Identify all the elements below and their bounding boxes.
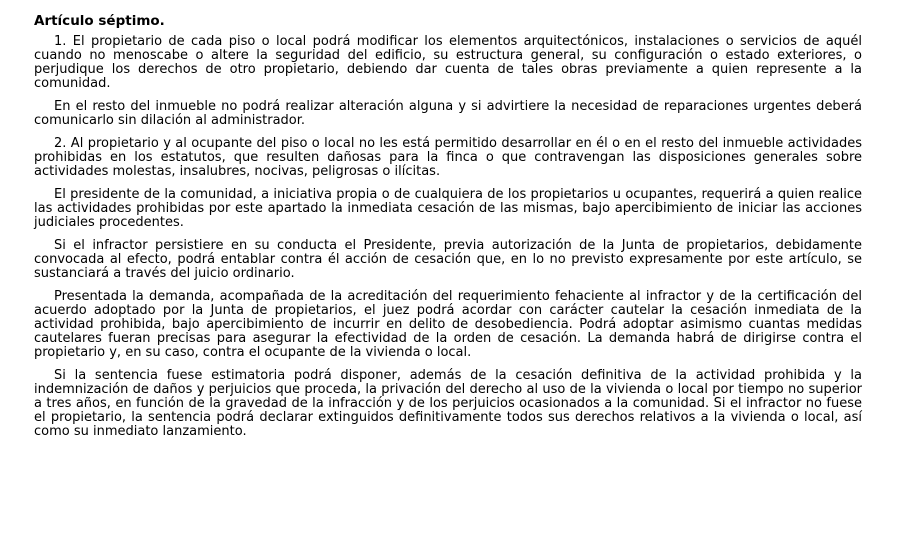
paragraph-6: Presentada la demanda, acompañada de la acreditación del requerimiento fehaciente al infractor y de la certificación del acuerdo adoptado por la Junta de propietarios, el juez podrá acordar con carácter cautelar la cesación inmediata de la actividad prohibida, bajo apercibimiento de incurrir en delito de desobediencia. Podrá adoptar asimismo cuantas medidas cautelares fueran precisas para asegurar la efectividad de la orden de cesación. La demanda habrá de dirigirse contra el propietario y, en su caso, contra el ocupante de la vivienda o local. bbox=[34, 289, 862, 360]
document-body bbox=[34, 14, 862, 448]
paragraph-7: Si la sentencia fuese estimatoria podrá disponer, además de la cesación definitiva de la actividad prohibida y la indemnización de daños y perjuicios que proceda, la privación del derecho al uso de la vivienda o local por tiempo no superior a tres años, en función de la gravedad de la infracción y de los perjuicios ocasionados a la comunidad. Si el infractor no fuese el propietario, la sentencia podrá declarar extinguidos definitivamente todos sus derechos relativos a la vivienda o local, así como su inmediato lanzamiento. bbox=[34, 368, 862, 439]
article-heading: Artículo séptimo. bbox=[34, 13, 165, 29]
paragraph-2: En el resto del inmueble no podrá realizar alteración alguna y si advirtiere la necesidad de reparaciones urgentes deberá comunicarlo sin dilación al administrador. bbox=[34, 99, 862, 128]
paragraph-1: 1. El propietario de cada piso o local podrá modificar los elementos arquitectónicos, instalaciones o servicios de aquél cuando no menoscabe o altere la seguridad del edificio, su estructura general, su configuración o estado exteriores, o perjudique los derechos de otro propietario, debiendo dar cuenta de tales obras previamente a quien represente a la comunidad. bbox=[34, 34, 862, 91]
paragraph-5: Si el infractor persistiere en su conducta el Presidente, previa autorización de la Junta de propietarios, debidamente convocada al efecto, podrá entablar contra él acción de cesación que, en lo no previsto expresamente por este artículo, se sustanciará a través del juicio ordinario. bbox=[34, 238, 862, 281]
paragraph-4: El presidente de la comunidad, a iniciativa propia o de cualquiera de los propietarios u ocupantes, requerirá a quien realice las actividades prohibidas por este apartado la inmediata cesación de las mismas, bajo apercibimiento de iniciar las acciones judiciales procedentes. bbox=[34, 187, 862, 230]
paragraph-3: 2. Al propietario y al ocupante del piso o local no les está permitido desarrollar en él o en el resto del inmueble actividades prohibidas en los estatutos, que resulten dañosas para la finca o que contravengan las disposiciones generales sobre actividades molestas, insalubres, nocivas, peligrosas o ilícitas. bbox=[34, 136, 862, 179]
